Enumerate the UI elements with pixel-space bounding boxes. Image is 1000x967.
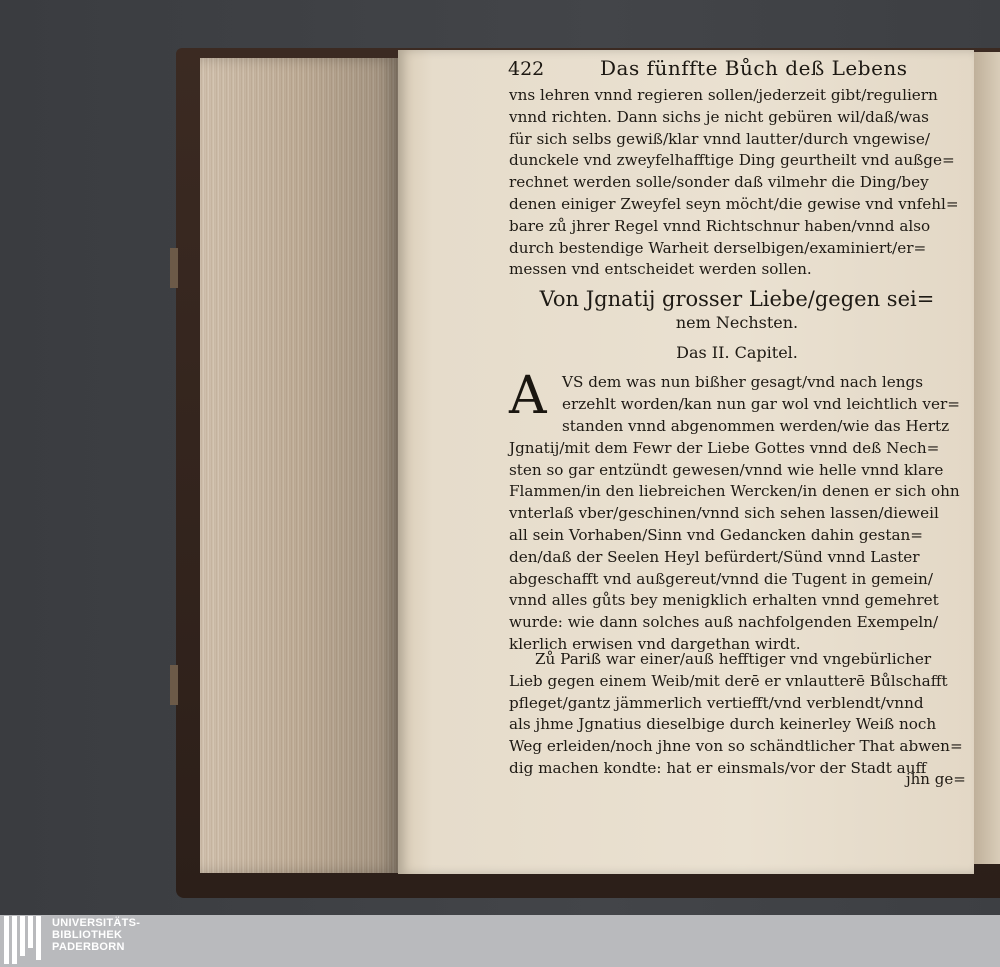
text-line: all sein Vorhaben/Sinn vnd Gedancken dahin gestan= bbox=[509, 525, 924, 544]
text-line: durch bestendige Warheit derselbigen/examiniert/er= bbox=[509, 238, 927, 257]
text-line: Flammen/in den liebreichen Wercken/in denen er sich ohn bbox=[509, 482, 960, 501]
page-number: 422 bbox=[508, 58, 545, 80]
text-line: abgeschafft vnd außgereut/vnnd die Tugent in gemein/ bbox=[509, 569, 933, 588]
institution-line-3: PADERBORN bbox=[52, 941, 125, 953]
text-line: dunckele vnd zweyfelhafftige Ding geurtheilt vnd außge= bbox=[509, 151, 955, 170]
text-line: standen vnnd abgenommen werden/wie das Hertz bbox=[562, 417, 950, 435]
text-line: für sich selbs gewiß/klar vnnd lautter/durch vngewise/ bbox=[509, 129, 930, 148]
text-line: den/daß der Seelen Heyl befürdert/Sünd vnnd Laster bbox=[509, 547, 920, 566]
catchword: jhn ge= bbox=[906, 770, 966, 788]
text-line: Jgnatij/mit dem Fewr der Liebe Gottes vnnd deß Nech= bbox=[509, 438, 940, 457]
institution-line-2: BIBLIOTHEK bbox=[52, 929, 123, 941]
text-line: denen einiger Zweyfel seyn möcht/die gewise vnd vnfehl= bbox=[509, 194, 959, 213]
text-line: sten so gar entzündt gewesen/vnnd wie helle vnnd klare bbox=[509, 460, 944, 479]
facing-page-edge bbox=[974, 52, 1000, 864]
drop-cap: A bbox=[509, 366, 547, 426]
text-line: vnnd richten. Dann sichs je nicht gebüren wil/daß/was bbox=[509, 107, 929, 126]
text-line: Weg erleiden/noch jhne von so schändtlicher That abwen= bbox=[509, 737, 963, 756]
text-line: Lieb gegen einem Weib/mit derē er vnlautterē Bůlschafft bbox=[509, 671, 948, 690]
text-line: bare zů jhrer Regel vnnd Richtschnur haben/vnnd also bbox=[509, 216, 931, 235]
chapter-heading-line-2: nem Nechsten. bbox=[675, 313, 799, 332]
clasp-top bbox=[170, 248, 178, 288]
text-line: VS dem was nun bißher gesagt/vnd nach lengs bbox=[562, 373, 924, 391]
text-line: vnnd alles gůts bey menigklich erhalten vnnd gemehret bbox=[509, 591, 939, 610]
paragraph-1 bbox=[509, 85, 959, 281]
text-line: wurde: wie dann solches auß nachfolgenden Exempeln/ bbox=[509, 613, 939, 632]
footer-bar bbox=[0, 915, 1000, 967]
text-line: messen vnd entscheidet werden sollen. bbox=[509, 260, 812, 279]
text-line: dig machen kondte: hat er einsmals/vor der Stadt auff bbox=[509, 758, 927, 777]
institution-name bbox=[52, 917, 140, 953]
paragraph-2 bbox=[509, 416, 960, 656]
institution-line-1: UNIVERSITÄTS- bbox=[52, 917, 141, 929]
library-barcode-logo-icon bbox=[2, 916, 48, 964]
text-line: pfleget/gantz jämmerlich vertiefft/vnd verblendt/vnnd bbox=[509, 693, 924, 712]
paragraph-2-indented bbox=[562, 372, 960, 416]
text-line: als jhme Jgnatius dieselbige durch keinerley Weiß noch bbox=[509, 715, 937, 734]
text-line: vnterlaß vber/geschinen/vnnd sich sehen lassen/dieweil bbox=[509, 504, 939, 523]
chapter-heading-line-1: Von Jgnatij grosser Liebe/gegen sei= bbox=[539, 287, 935, 311]
paragraph-3 bbox=[509, 649, 963, 780]
text-line: erzehlt worden/kan nun gar wol vnd leichtlich ver= bbox=[562, 394, 960, 413]
clasp-bottom bbox=[170, 665, 178, 705]
text-line: rechnet werden solle/sonder daß vilmehr die Ding/bey bbox=[509, 173, 929, 192]
chapter-number: Das II. Capitel. bbox=[676, 343, 798, 362]
text-line: vns lehren vnnd regieren sollen/jederzeit gibt/reguliern bbox=[509, 86, 938, 104]
running-head bbox=[508, 56, 948, 84]
page-stack-fore-edge bbox=[200, 58, 400, 873]
text-line: Zů Pariß war einer/auß hefftiger vnd vngebürlicher bbox=[535, 650, 932, 668]
text-line: klerlich erwisen vnd dargethan wirdt. bbox=[509, 634, 801, 653]
running-title: Das fünffte Bůch deß Lebens bbox=[600, 56, 908, 80]
